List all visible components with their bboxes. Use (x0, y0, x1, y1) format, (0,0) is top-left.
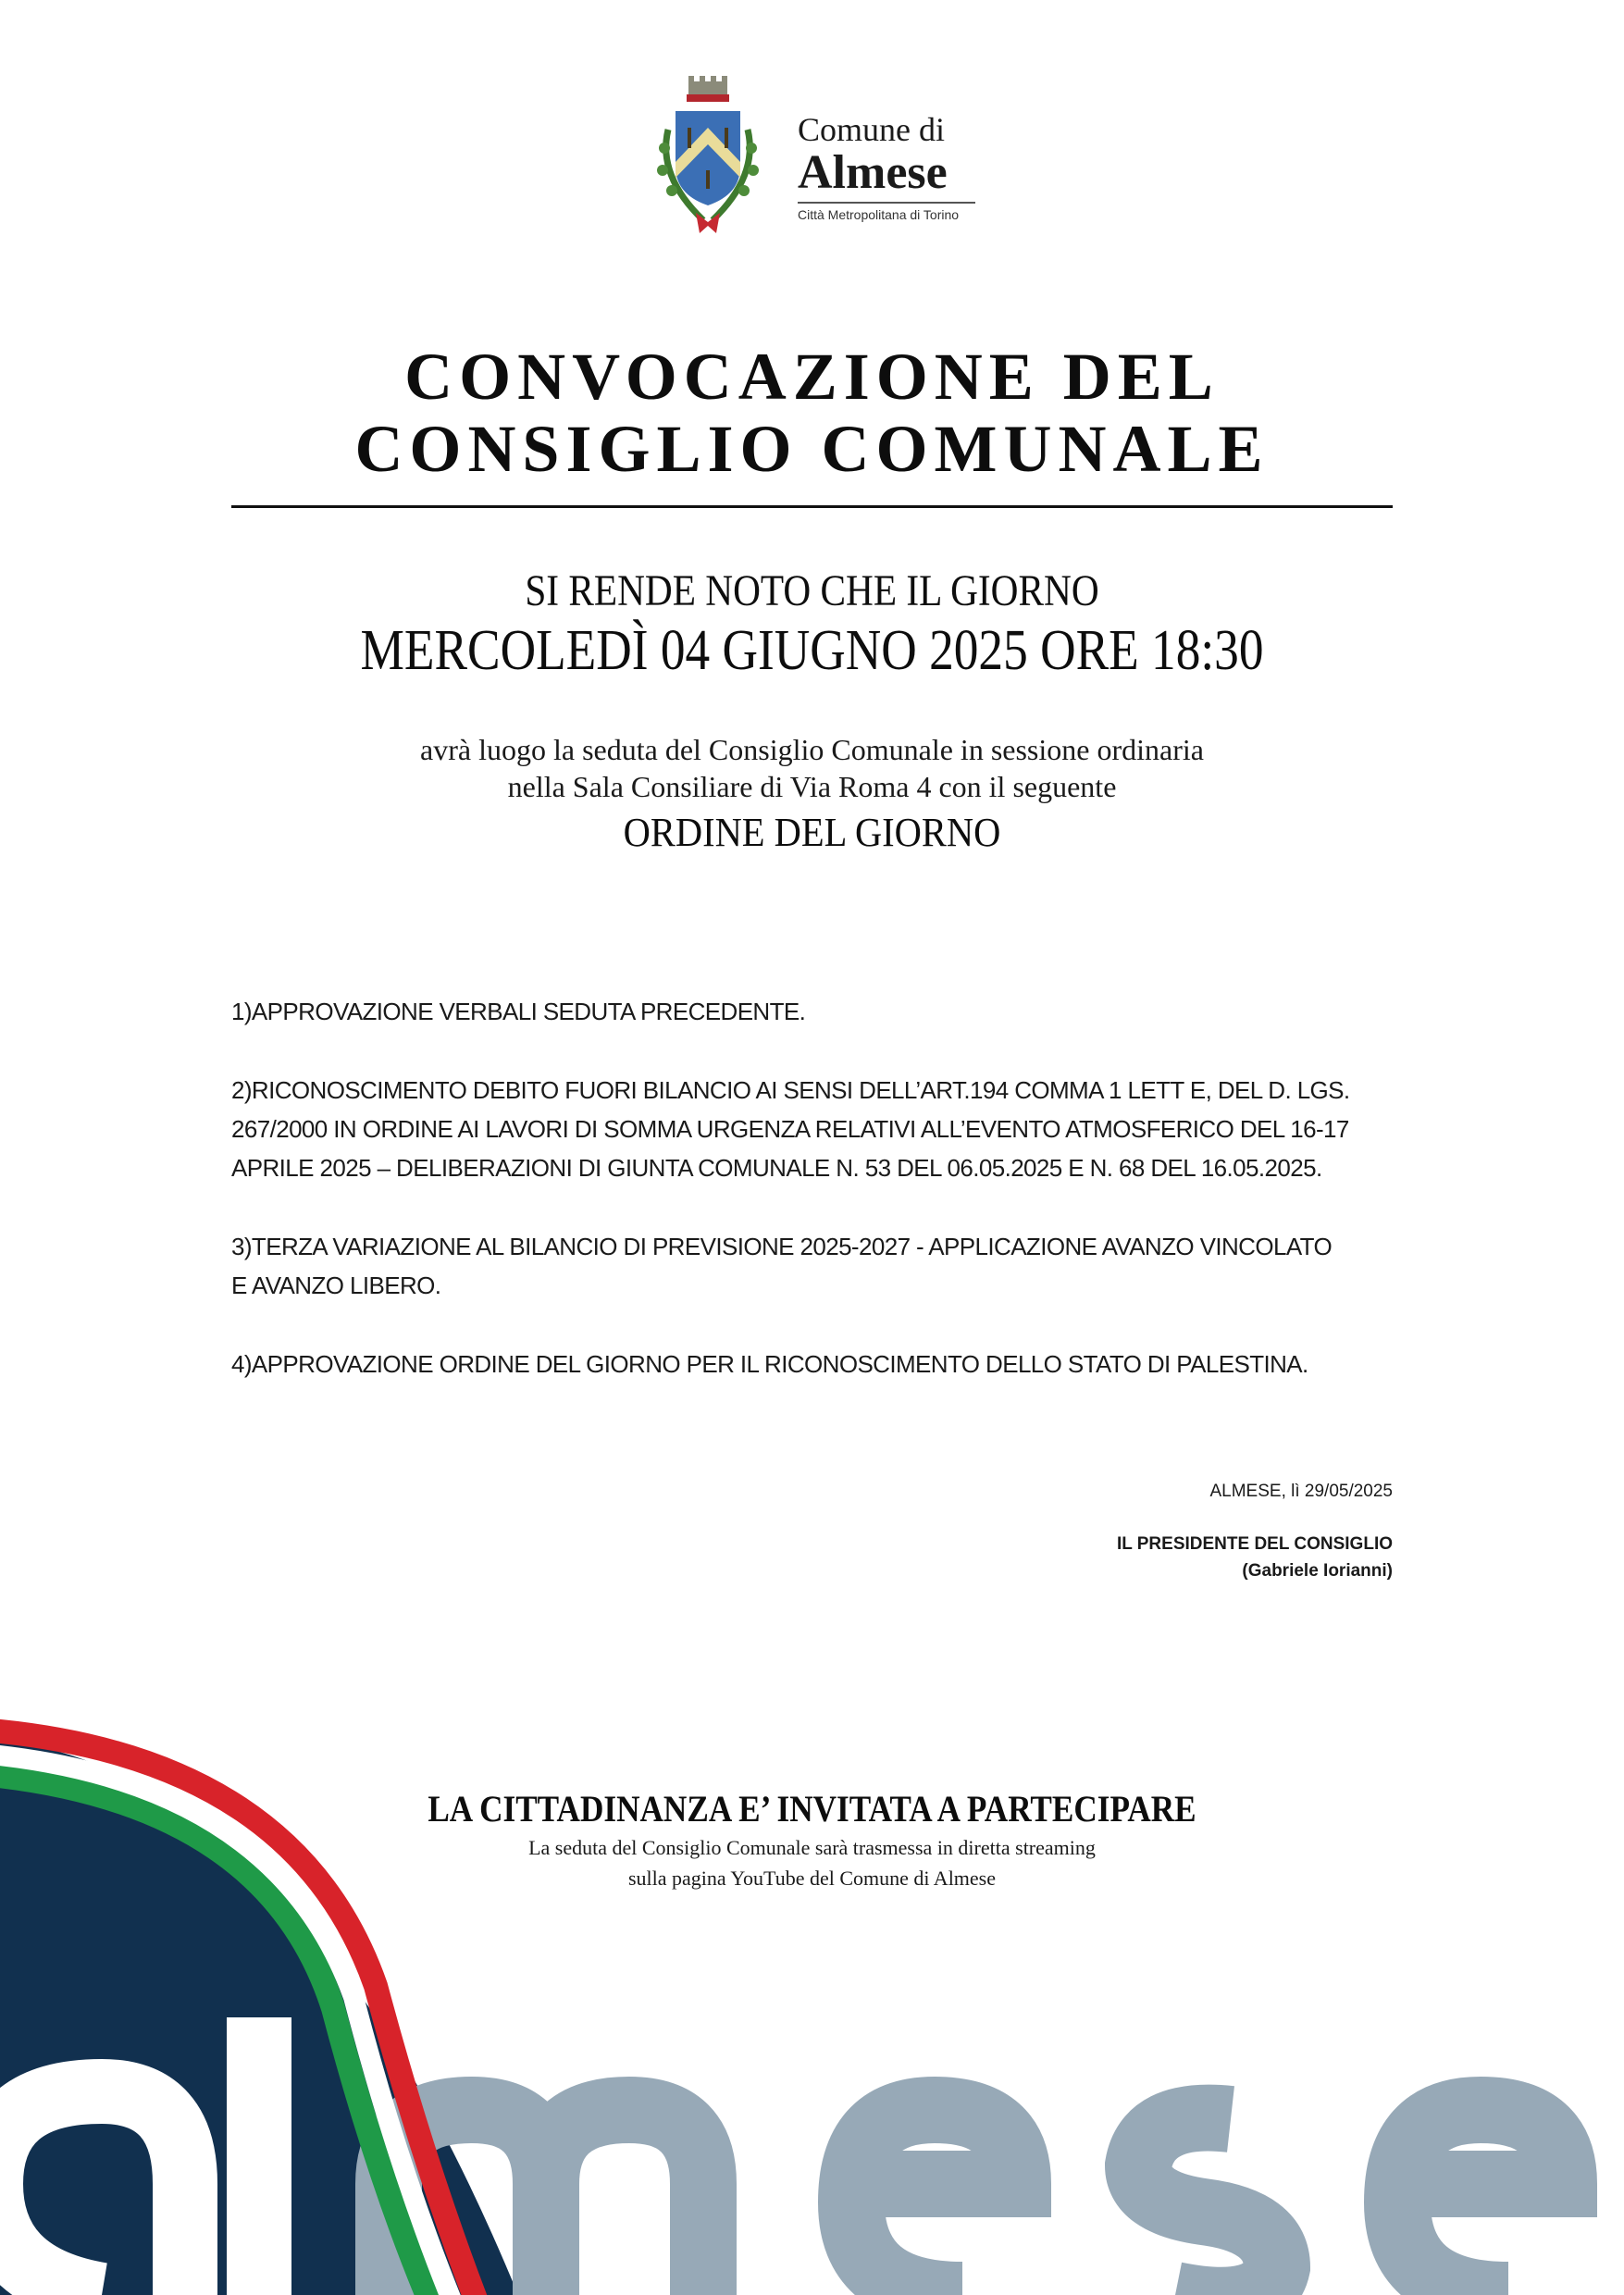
meeting-intro (0, 731, 1624, 859)
invitation (0, 1786, 1624, 1893)
logo-wordmark (798, 111, 1038, 222)
wordmark-grey-letters (389, 2110, 1564, 2295)
signature-block (1117, 1481, 1393, 1584)
place-date: ALMESE, lì 29/05/2025 (1209, 1482, 1393, 1501)
agenda-heading: ORDINE DEL GIORNO (623, 810, 1001, 855)
logo-line2: Almese (798, 146, 948, 199)
intro-line2: nella Sala Consiliare di Via Roma 4 con il seguente (507, 770, 1117, 803)
meeting-date: MERCOLEDÌ 04 GIUGNO 2025 ORE 18:30 (360, 619, 1264, 682)
logo-divider (798, 202, 975, 204)
agenda-item-3: 3)TERZA VARIAZIONE AL BILANCIO DI PREVISIONE 2025-2027 - APPLICAZIONE AVANZO VINCOLATO E AVANZO LIBERO. (231, 1233, 1333, 1299)
title-line2: CONSIGLIO COMUNALE (354, 412, 1270, 486)
page-title (0, 341, 1624, 485)
invite-line1: La seduta del Consiglio Comunale sarà trasmessa in diretta streaming (528, 1836, 1096, 1859)
agenda-item-2: 2)RICONOSCIMENTO DEBITO FUORI BILANCIO AI SENSI DELL’ART.194 COMMA 1 LETT E, DEL D. LGS. 267/2000 IN ORDINE AI LAVORI DI SOMMA URGENZA RELATIVI ALL’EVENTO ATMOSFERICO DEL 16-17 APRILE 2025 – DELIBERAZIONI DI GIUNTA COMUNALE N. 53 DEL 06.05.2025 E N. 68 DEL 16.05.2025. (231, 1076, 1350, 1182)
agenda-item-4: 4)APPROVAZIONE ORDINE DEL GIORNO PER IL RICONOSCIMENTO DELLO STATO DI PALESTINA. (231, 1350, 1308, 1378)
president-name: (Gabriele Iorianni) (1242, 1561, 1393, 1581)
municipal-logo (638, 74, 1027, 241)
logo-line1: Comune di (798, 111, 945, 148)
notice-line1: SI RENDE NOTO CHE IL GIORNO (525, 566, 1099, 615)
coat-of-arms-icon (638, 74, 777, 241)
title-line1: CONVOCAZIONE DEL (404, 340, 1220, 414)
logo-line3: Città Metropolitana di Torino (798, 207, 960, 222)
meeting-notice (0, 564, 1624, 683)
president-title: IL PRESIDENTE DEL CONSIGLIO (1116, 1534, 1393, 1554)
agenda-list (231, 992, 1397, 1423)
title-divider (231, 505, 1393, 508)
intro-line1: avrà luogo la seduta del Consiglio Comunale in sessione ordinaria (420, 733, 1204, 766)
invite-title: LA CITTADINANZA E’ INVITATA A PARTECIPARE (428, 1788, 1196, 1830)
invite-line2: sulla pagina YouTube del Comune di Almese (627, 1867, 997, 1890)
agenda-item-1: 1)APPROVAZIONE VERBALI SEDUTA PRECEDENTE. (231, 998, 806, 1025)
